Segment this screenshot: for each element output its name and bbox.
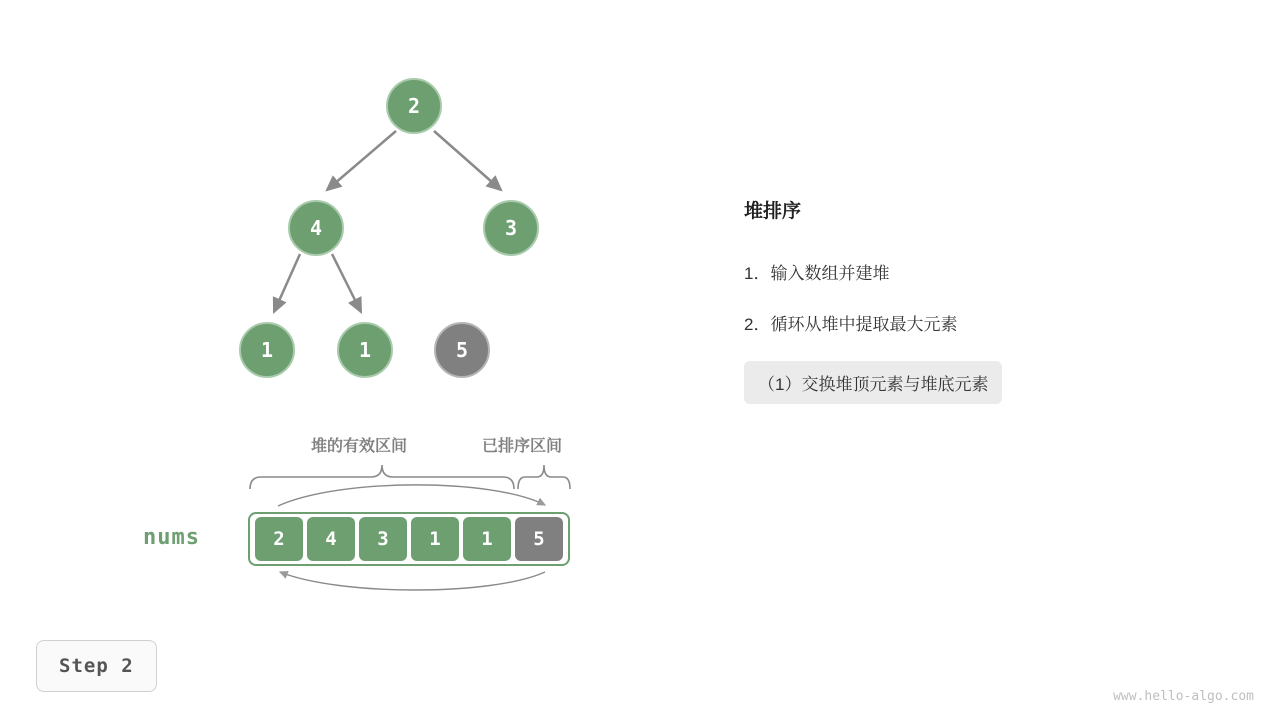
tree-node — [239, 322, 295, 378]
tree-node — [288, 200, 344, 256]
array-cell-value: 2 — [273, 528, 285, 550]
label-sorted-range: 已排序区间 — [482, 438, 563, 455]
array-cell-value: 4 — [325, 528, 337, 550]
step-item-2: 2．循环从堆中提取最大元素 — [744, 315, 958, 334]
tree-node-value: 3 — [504, 216, 518, 240]
explanation-panel — [744, 196, 1214, 404]
array-cell — [307, 517, 355, 561]
tree-node-sorted — [434, 322, 490, 378]
tree-node-value: 1 — [358, 338, 372, 362]
array-cell — [463, 517, 511, 561]
tree-edge — [434, 131, 501, 190]
tree-edge — [332, 254, 361, 312]
panel-title: 堆排序 — [744, 201, 802, 222]
array-container — [248, 512, 570, 566]
array-cell — [411, 517, 459, 561]
array-cell-sorted — [515, 517, 563, 561]
tree-edge — [327, 131, 396, 190]
brace-valid-range — [250, 465, 514, 489]
array-cell-value: 3 — [377, 528, 389, 550]
array-cell-value: 1 — [429, 528, 441, 550]
array-cell-value: 1 — [481, 528, 493, 550]
step-item-1: 1．输入数组并建堆 — [744, 264, 890, 283]
watermark: www.hello-algo.com — [1113, 689, 1254, 704]
array-cell — [359, 517, 407, 561]
array-cell — [255, 517, 303, 561]
array-cell-value: 5 — [533, 528, 545, 550]
tree-edge — [274, 254, 300, 312]
tree-node — [386, 78, 442, 134]
tree-node-value: 4 — [309, 216, 323, 240]
tree-node-value: 1 — [260, 338, 274, 362]
tree-node-value: 2 — [407, 94, 421, 118]
swap-arc-backward — [280, 572, 545, 590]
brace-sorted-range — [518, 465, 570, 489]
tree-node — [483, 200, 539, 256]
tree-node — [337, 322, 393, 378]
swap-arc-forward — [278, 485, 545, 506]
array-name-label: nums — [143, 525, 200, 550]
label-heap-valid-range: 堆的有效区间 — [311, 438, 408, 455]
substep-highlight: （1）交换堆顶元素与堆底元素 — [744, 361, 1002, 404]
tree-node-value: 5 — [455, 338, 469, 362]
step-badge: Step 2 — [36, 640, 157, 692]
